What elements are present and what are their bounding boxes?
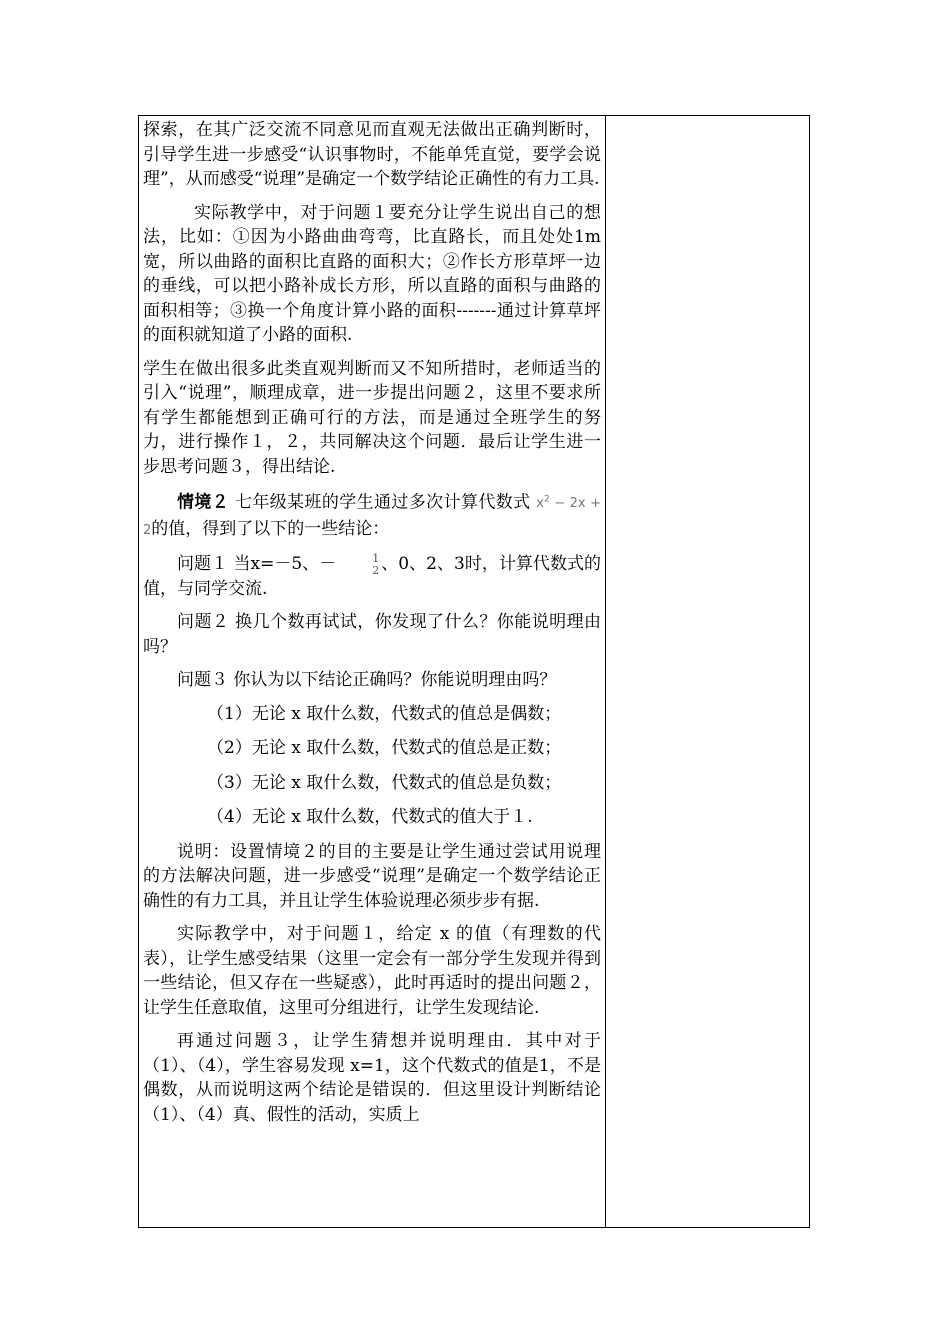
paragraph-scenario-2 <box>143 488 601 543</box>
question-1 <box>143 552 601 601</box>
paragraph-teaching-practice-2: 实际教学中，对于问题１，给定 x 的值（有理数的代表），让学生感受结果（这里一定会有一部分学生发现并得到一些结论，但又存在一些疑惑），此时再适时的提出问题２，让学生任意取值，这里可分组进行，让学生发现结论. <box>143 924 601 1018</box>
paragraph-reasoning-intro: 学生在做出很多此类直观判断而又不知所措时，老师适当的引入“说理”，顺理成章，进一步提出问题２，这里不要求所有学生都能想到正确可行的方法，而是通过全班学生的努力，进行操作１，２，共同解决这个问题．最后让学生进一步思考问题３，得出结论. <box>143 358 601 477</box>
expr-rest: − 2x + 2 <box>143 496 602 538</box>
question-2: 问题２ 换几个数再试试，你发现了什么？你能说明理由吗？ <box>143 612 601 657</box>
scenario-tail: 的值，得到了以下的一些结论： <box>151 518 390 539</box>
fraction-numerator: 1 <box>372 551 380 565</box>
scenario-text: 七年级某班的学生通过多次计算代数式 <box>234 492 531 513</box>
question-1-end: 、0、2、3时，计算代数式的值，与同学交流. <box>143 554 601 599</box>
content-column <box>143 118 601 1136</box>
question-3: 问题３ 你认为以下结论正确吗？你能说明理由吗？ <box>177 670 557 691</box>
lesson-table <box>138 115 810 1228</box>
fraction-denominator: 2 <box>372 563 380 577</box>
paragraph-note: 说明：设置情境２的目的主要是让学生通过尝试用说理的方法解决问题，进一步感受“说理”是确定一个数学结论正确性的有力工具，并且让学生体验说理必须步步有据. <box>143 841 601 911</box>
expr-base: x <box>536 496 544 512</box>
column-divider <box>605 116 606 1227</box>
paragraph-exploration: 探索，在其广泛交流不同意见而直观无法做出正确判断时，引导学生进一步感受“认识事物时，不能单凭直觉，要学会说理”，从而感受“说理”是确定一个数学结论正确性的有力工具. <box>143 120 601 189</box>
conclusion-item: （1）无论 x 取什么数，代数式的值总是偶数； <box>207 703 562 724</box>
expr-exponent: 2 <box>543 495 550 505</box>
conclusion-item: （2）无论 x 取什么数，代数式的值总是正数； <box>207 738 562 759</box>
scenario-label: 情境２ <box>177 492 230 513</box>
fraction-one-half <box>338 553 379 577</box>
paragraph-question-3-discussion: 再通过问题３，让学生猜想并说明理由．其中对于（1）、（4），学生容易发现 x=1，这个代数式的值是1，不是偶数，从而说明这两个结论是错误的．但这里设计判断结论（1）、（4）真、假性的活动，实质上 <box>143 1031 601 1125</box>
conclusion-item: （4）无论 x 取什么数，代数式的值大于１. <box>207 807 533 828</box>
paragraph-teaching-practice-1: 实际教学中，对于问题１要充分让学生说出自己的想法，比如：①因为小路曲曲弯弯，比直路长，而且处处1m宽，所以曲路的面积比直路的面积大；②作长方形草坪一边的垂线，可以把小路补成长方形，所以直路的面积与曲路的面积相等；③换一个角度计算小路的面积-------通过计算草坪的面积就知道了小路的面积. <box>143 202 601 345</box>
conclusion-item: （3）无论 x 取什么数，代数式的值总是负数； <box>207 772 562 793</box>
question-1-start: 问题１ 当x=－5、－ <box>177 554 337 575</box>
